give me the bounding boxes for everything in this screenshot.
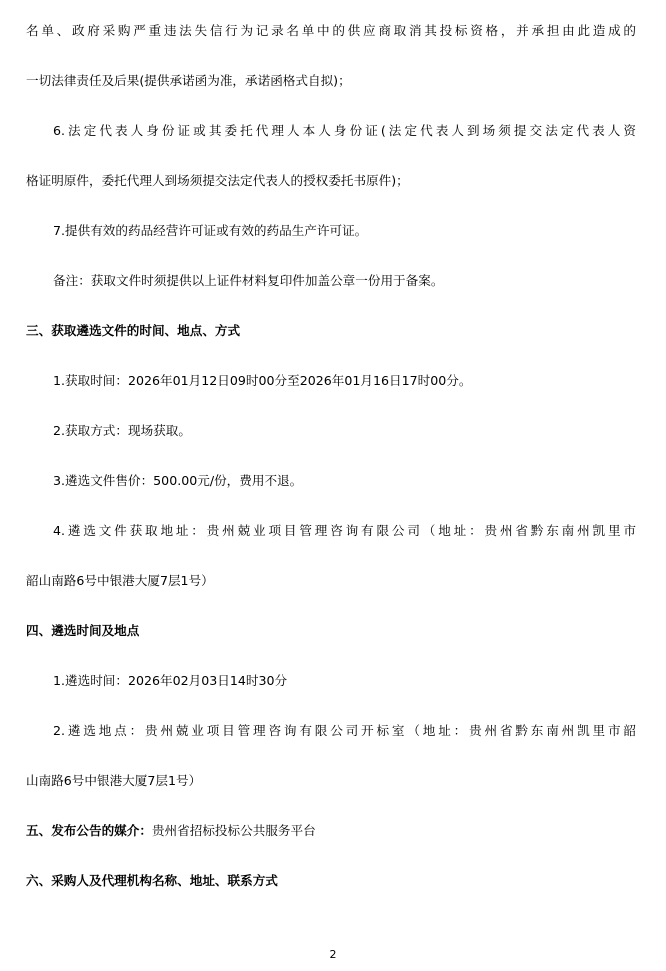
list-item: 1.获取时间：2026年01月12日09时00分至2026年01月16日17时00分。	[53, 373, 472, 388]
section-heading: 四、遴选时间及地点	[26, 623, 140, 638]
list-item: 1.遴选时间：2026年02月03日14时30分	[53, 673, 288, 688]
paragraph-line: 一切法律责任及后果(提供承诺函为准，承诺函格式自拟)；	[26, 73, 351, 88]
paragraph-line: 7.提供有效的药品经营许可证或有效的药品生产许可证。	[53, 223, 368, 238]
list-item: 2.遴选地点：贵州兢业项目管理咨询有限公司开标室（地址：贵州省黔东南州凯里市韶	[53, 723, 636, 738]
note-paragraph: 备注：获取文件时须提供以上证件材料复印件加盖公章一份用于备案。	[53, 273, 444, 288]
list-item: 4.遴选文件获取地址：贵州兢业项目管理咨询有限公司（地址：贵州省黔东南州凯里市	[53, 523, 636, 538]
list-item: 3.遴选文件售价：500.00元/份，费用不退。	[53, 473, 303, 488]
section-heading: 六、采购人及代理机构名称、地址、联系方式	[26, 873, 278, 888]
list-item: 2.获取方式：现场获取。	[53, 423, 191, 438]
paragraph-line: 6.法定代表人身份证或其委托代理人本人身份证(法定代表人到场须提交法定代表人资	[53, 123, 636, 138]
page-number: 2	[329, 948, 337, 961]
paragraph-line: 名单、政府采购严重违法失信行为记录名单中的供应商取消其投标资格，并承担由此造成的	[26, 23, 636, 38]
list-item-continuation: 山南路6号中银港大厦7层1号）	[26, 773, 202, 788]
section-heading	[26, 823, 666, 839]
media-platform-name: 贵州省招标投标公共服务平台	[151, 823, 316, 838]
paragraph-line: 格证明原件，委托代理人到场须提交法定代表人的授权委托书原件)；	[26, 173, 409, 188]
section-heading-label: 五、发布公告的媒介：	[26, 823, 152, 838]
list-item-continuation: 韶山南路6号中银港大厦7层1号）	[26, 573, 214, 588]
section-heading: 三、获取遴选文件的时间、地点、方式	[26, 323, 241, 338]
